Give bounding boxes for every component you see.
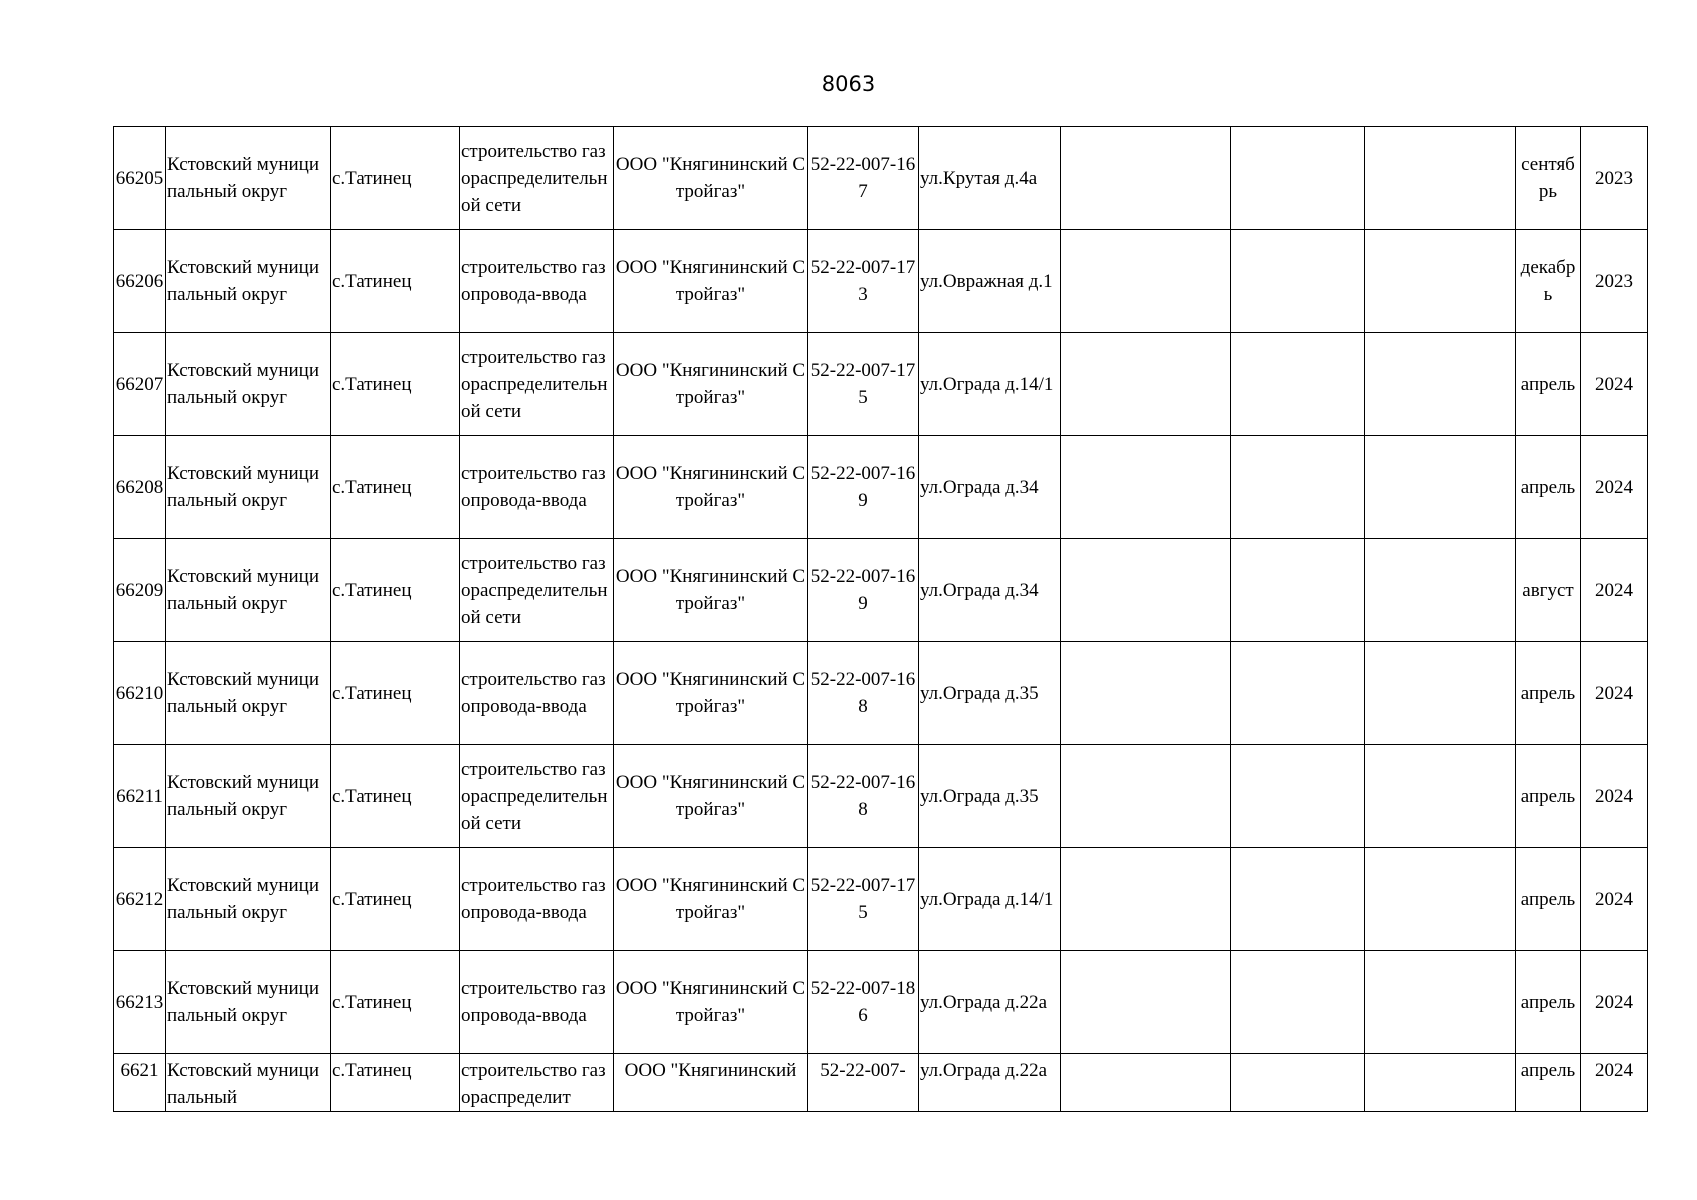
work-type-cell: строительство газопровода-ввода bbox=[460, 951, 614, 1054]
empty-cell bbox=[1365, 230, 1516, 333]
empty-cell bbox=[1231, 951, 1365, 1054]
work-type-cell: строительство газораспределит bbox=[460, 1054, 614, 1112]
organization-cell: ООО "Княгининский Стройгаз" bbox=[614, 848, 808, 951]
month-cell: апрель bbox=[1516, 951, 1581, 1054]
year-cell: 2024 bbox=[1581, 848, 1648, 951]
month-cell: апрель bbox=[1516, 333, 1581, 436]
table-row bbox=[114, 539, 1648, 642]
row-number-cell: 66212 bbox=[114, 848, 166, 951]
row-number-cell: 66210 bbox=[114, 642, 166, 745]
register-table bbox=[113, 126, 1648, 1112]
row-number-cell: 66213 bbox=[114, 951, 166, 1054]
empty-cell bbox=[1231, 230, 1365, 333]
object-code-cell: 52-22-007-175 bbox=[808, 848, 919, 951]
row-number-cell: 6621 bbox=[114, 1054, 166, 1112]
object-code-cell: 52-22-007-175 bbox=[808, 333, 919, 436]
month-cell: август bbox=[1516, 539, 1581, 642]
month-cell: апрель bbox=[1516, 436, 1581, 539]
locality-cell: с.Татинец bbox=[331, 1054, 460, 1112]
row-number-cell: 66209 bbox=[114, 539, 166, 642]
empty-cell bbox=[1061, 230, 1231, 333]
locality-cell: с.Татинец bbox=[331, 951, 460, 1054]
organization-cell: ООО "Княгининский Стройгаз" bbox=[614, 642, 808, 745]
empty-cell bbox=[1365, 848, 1516, 951]
empty-cell bbox=[1061, 333, 1231, 436]
district-cell: Кстовский муниципальный округ bbox=[166, 230, 331, 333]
locality-cell: с.Татинец bbox=[331, 436, 460, 539]
object-code-cell: 52-22-007- bbox=[808, 1054, 919, 1112]
address-cell: ул.Ограда д.14/1 bbox=[919, 848, 1061, 951]
object-code-cell: 52-22-007-169 bbox=[808, 436, 919, 539]
year-cell: 2023 bbox=[1581, 230, 1648, 333]
district-cell: Кстовский муниципальный округ bbox=[166, 127, 331, 230]
district-cell: Кстовский муниципальный bbox=[166, 1054, 331, 1112]
empty-cell bbox=[1231, 745, 1365, 848]
year-cell: 2024 bbox=[1581, 642, 1648, 745]
year-cell: 2024 bbox=[1581, 436, 1648, 539]
empty-cell bbox=[1061, 951, 1231, 1054]
work-type-cell: строительство газопровода-ввода bbox=[460, 642, 614, 745]
organization-cell: ООО "Княгининский bbox=[614, 1054, 808, 1112]
organization-cell: ООО "Княгининский Стройгаз" bbox=[614, 745, 808, 848]
object-code-cell: 52-22-007-169 bbox=[808, 539, 919, 642]
empty-cell bbox=[1365, 436, 1516, 539]
address-cell: ул.Ограда д.22а bbox=[919, 1054, 1061, 1112]
organization-cell: ООО "Княгининский Стройгаз" bbox=[614, 333, 808, 436]
table-row bbox=[114, 127, 1648, 230]
object-code-cell: 52-22-007-168 bbox=[808, 745, 919, 848]
empty-cell bbox=[1061, 848, 1231, 951]
year-cell: 2024 bbox=[1581, 951, 1648, 1054]
year-cell: 2023 bbox=[1581, 127, 1648, 230]
work-type-cell: строительство газопровода-ввода bbox=[460, 436, 614, 539]
object-code-cell: 52-22-007-168 bbox=[808, 642, 919, 745]
object-code-cell: 52-22-007-167 bbox=[808, 127, 919, 230]
work-type-cell: строительство газопровода-ввода bbox=[460, 230, 614, 333]
address-cell: ул.Крутая д.4а bbox=[919, 127, 1061, 230]
empty-cell bbox=[1365, 127, 1516, 230]
row-number-cell: 66207 bbox=[114, 333, 166, 436]
table-row bbox=[114, 642, 1648, 745]
month-cell: апрель bbox=[1516, 848, 1581, 951]
row-number-cell: 66206 bbox=[114, 230, 166, 333]
organization-cell: ООО "Княгининский Стройгаз" bbox=[614, 127, 808, 230]
work-type-cell: строительство газопровода-ввода bbox=[460, 848, 614, 951]
month-cell: апрель bbox=[1516, 745, 1581, 848]
empty-cell bbox=[1365, 951, 1516, 1054]
month-cell: сентябрь bbox=[1516, 127, 1581, 230]
locality-cell: с.Татинец bbox=[331, 642, 460, 745]
empty-cell bbox=[1231, 539, 1365, 642]
address-cell: ул.Овражная д.1 bbox=[919, 230, 1061, 333]
locality-cell: с.Татинец bbox=[331, 745, 460, 848]
year-cell: 2024 bbox=[1581, 1054, 1648, 1112]
empty-cell bbox=[1231, 127, 1365, 230]
year-cell: 2024 bbox=[1581, 333, 1648, 436]
empty-cell bbox=[1061, 539, 1231, 642]
table-row bbox=[114, 436, 1648, 539]
empty-cell bbox=[1061, 1054, 1231, 1112]
district-cell: Кстовский муниципальный округ bbox=[166, 539, 331, 642]
locality-cell: с.Татинец bbox=[331, 127, 460, 230]
empty-cell bbox=[1231, 333, 1365, 436]
empty-cell bbox=[1231, 848, 1365, 951]
work-type-cell: строительство газораспределительной сети bbox=[460, 333, 614, 436]
year-cell: 2024 bbox=[1581, 539, 1648, 642]
page-number: 8063 bbox=[821, 72, 876, 96]
organization-cell: ООО "Княгининский Стройгаз" bbox=[614, 951, 808, 1054]
empty-cell bbox=[1061, 127, 1231, 230]
district-cell: Кстовский муниципальный округ bbox=[166, 436, 331, 539]
empty-cell bbox=[1365, 642, 1516, 745]
work-type-cell: строительство газораспределительной сети bbox=[460, 539, 614, 642]
locality-cell: с.Татинец bbox=[331, 333, 460, 436]
object-code-cell: 52-22-007-186 bbox=[808, 951, 919, 1054]
district-cell: Кстовский муниципальный округ bbox=[166, 642, 331, 745]
address-cell: ул.Ограда д.35 bbox=[919, 745, 1061, 848]
object-code-cell: 52-22-007-173 bbox=[808, 230, 919, 333]
table-row bbox=[114, 230, 1648, 333]
empty-cell bbox=[1061, 436, 1231, 539]
empty-cell bbox=[1061, 642, 1231, 745]
table-row bbox=[114, 745, 1648, 848]
district-cell: Кстовский муниципальный округ bbox=[166, 745, 331, 848]
month-cell: декабрь bbox=[1516, 230, 1581, 333]
table-body bbox=[114, 127, 1648, 1112]
address-cell: ул.Ограда д.35 bbox=[919, 642, 1061, 745]
locality-cell: с.Татинец bbox=[331, 230, 460, 333]
row-number-cell: 66208 bbox=[114, 436, 166, 539]
organization-cell: ООО "Княгининский Стройгаз" bbox=[614, 539, 808, 642]
district-cell: Кстовский муниципальный округ bbox=[166, 333, 331, 436]
empty-cell bbox=[1365, 745, 1516, 848]
address-cell: ул.Ограда д.22а bbox=[919, 951, 1061, 1054]
locality-cell: с.Татинец bbox=[331, 848, 460, 951]
address-cell: ул.Ограда д.14/1 bbox=[919, 333, 1061, 436]
year-cell: 2024 bbox=[1581, 745, 1648, 848]
district-cell: Кстовский муниципальный округ bbox=[166, 951, 331, 1054]
address-cell: ул.Ограда д.34 bbox=[919, 539, 1061, 642]
table-row bbox=[114, 951, 1648, 1054]
table-row bbox=[114, 1054, 1648, 1112]
organization-cell: ООО "Княгининский Стройгаз" bbox=[614, 230, 808, 333]
empty-cell bbox=[1061, 745, 1231, 848]
locality-cell: с.Татинец bbox=[331, 539, 460, 642]
month-cell: апрель bbox=[1516, 642, 1581, 745]
row-number-cell: 66211 bbox=[114, 745, 166, 848]
table-row bbox=[114, 333, 1648, 436]
work-type-cell: строительство газораспределительной сети bbox=[460, 127, 614, 230]
work-type-cell: строительство газораспределительной сети bbox=[460, 745, 614, 848]
month-cell: апрель bbox=[1516, 1054, 1581, 1112]
organization-cell: ООО "Княгининский Стройгаз" bbox=[614, 436, 808, 539]
empty-cell bbox=[1231, 1054, 1365, 1112]
district-cell: Кстовский муниципальный округ bbox=[166, 848, 331, 951]
empty-cell bbox=[1365, 1054, 1516, 1112]
empty-cell bbox=[1365, 539, 1516, 642]
address-cell: ул.Ограда д.34 bbox=[919, 436, 1061, 539]
empty-cell bbox=[1365, 333, 1516, 436]
empty-cell bbox=[1231, 642, 1365, 745]
row-number-cell: 66205 bbox=[114, 127, 166, 230]
table-row bbox=[114, 848, 1648, 951]
empty-cell bbox=[1231, 436, 1365, 539]
